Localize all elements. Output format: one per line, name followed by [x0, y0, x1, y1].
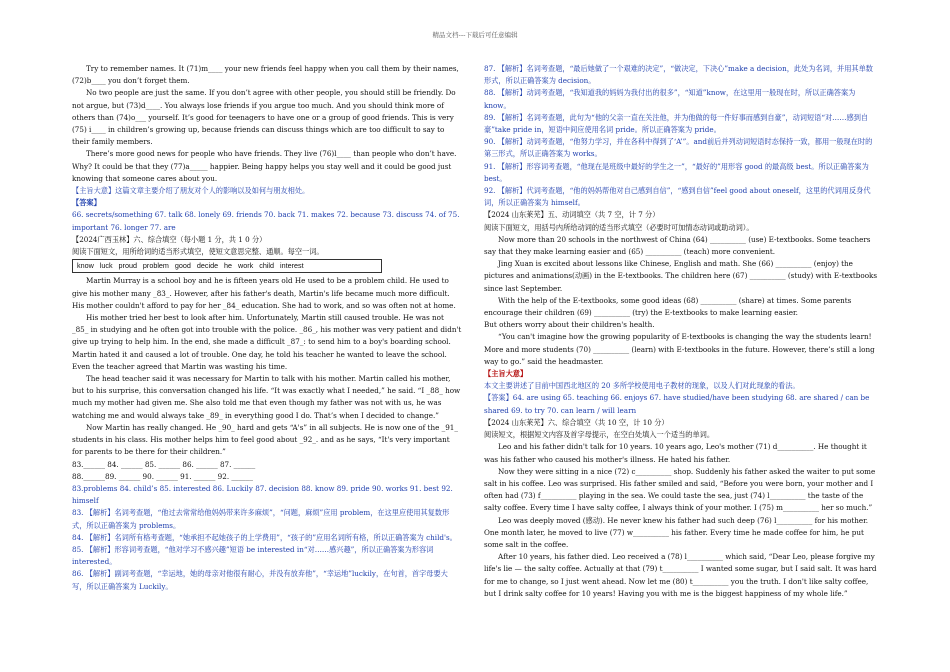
right-paragraph: But others worry about their children's health. [484, 320, 655, 330]
left-paragraph: 阅读下面短文，用所给词的适当形式填空，使短文意思完整、通顺。每空一词。 [72, 247, 324, 257]
right-paragraph: Now more than 20 schools in the northwest of China (64) __________ (use) E-textbooks. Some teachers say that they make learning easier and (65) __________ (teach) more convenient. [484, 234, 871, 257]
left-paragraph: Now Martin has really changed. He _90_ hard and gets “A's” in all subjects. He is now one of the _91_ students in his class. His mother helps him to feel good about _92_. and as he says, “It's very important for parents to be there for their children.” [72, 422, 458, 457]
left-paragraph: 86. 【解析】副词考查题，“幸运地，她的母亲对他很有耐心，并没有放弃他”，“幸运地”luckily，在句首，首字母要大写，所以正确答案为 Luckily。 [72, 569, 448, 591]
left-paragraph: 83.problems 84. child’s 85. interested 86. Luckily 87. decision 88. know 89. pride 90. works 91. best 92. himself [72, 483, 453, 506]
right-paragraph: 阅读下面短文，用括号内所给动词的适当形式填空（必要时可加情态动词或助动词）。 [484, 222, 754, 232]
right-paragraph: 92. 【解析】代词考查题，“他的妈妈帮他对自己感到自信”，“感到自信”feel good about oneself，这里的代词用反身代词，所以正确答案为 himself。 [484, 186, 871, 208]
left-paragraph: know luck proud problem good decide he work child interest [72, 259, 382, 273]
right-paragraph: Now they were sitting in a nice (72) c__________ shop. Suddenly his father asked the waiter to put some salt in his coffee. Leo was surprised. His father smiled and said, “Before you were born, your mother and I often had (73) f__________ playing in the sea. We could taste the sea, just (74) l__________ the taste of the salty coffee. Every time I have salty coffee, I always think of your mother. I (75) m__________ her so much.” [484, 466, 876, 513]
page-header: 精品文档---下载后可任意编辑 [432, 31, 518, 39]
left-paragraph: Martin Murray is a school boy and he is fifteen years old He used to be a problem child. He used to give his mother many _83_. However, after his father's death, Martin's life became much more difficult. His mother couldn't afford to pay for her _84_ education. She had to work, and so was often not at home. [72, 276, 456, 310]
right-paragraph: 【答案】64. are using 65. teaching 66. enjoys 67. have studied/have been studying 68. are shared / can be shared 69. to try 70. can learn / will learn [484, 393, 870, 415]
left-paragraph: 85. 【解析】形容词考查题，“他对学习不感兴趣”短语 be interested in“对……感兴趣”，所以正确答案为形容词 interested。 [72, 544, 434, 567]
right-paragraph: 本文主要讲述了目前中国西北地区的 20 多所学校使用电子教材的现象，以及人们对此现象的看法。 [484, 381, 800, 391]
left-paragraph: 【2024广西玉林】六、综合填空（每小题 1 分，共 1 0 分） [72, 234, 267, 244]
left-column [72, 63, 462, 593]
right-paragraph: 阅读短文，根据短文内容及首字母提示，在空白处填入一个适当的单词。 [484, 430, 715, 440]
right-paragraph: 89. 【解析】名词考查题，此句为“他的父亲一直在关注他，并为他做的每一件好事而感到自豪”，动词短语“对……感到自豪”take pride in，短语中间应使用名词 pride。所以正确答案为 pride。 [484, 112, 869, 135]
right-paragraph: 88. 【解析】动词考查题，“我知道我的妈妈为我付出的很多”，“知道”know，在这里用一般现在时，所以正确答案为 know。 [484, 88, 856, 110]
left-paragraph: 【主旨大意】这篇文章主要介绍了朋友对个人的影响以及如何与朋友相处。 [72, 186, 310, 196]
right-paragraph: 87. 【解析】名词考查题，“最后她做了一个艰难的决定”，“做决定，下决心”make a decision，此处为名词，并用其单数形式，所以正确答案为 decision。 [484, 64, 873, 86]
left-paragraph: 83. 【解析】名词考查题，“他过去常常给他妈妈带来许多麻烦”，“问题，麻烦”应用 problem，在这里应使用其复数形式，所以正确答案为 problems。 [72, 508, 450, 530]
left-paragraph: There’s more good news for people who have friends. They live (76)l____ than people who don’t have. Why? It could be that they (77)a_____ happier. Being happy helps you stay well and it could be good just knowing that someone cares about you. [72, 149, 457, 183]
right-paragraph: Jing Xuan is excited about lessons like Chinese, English and math. She (66) __________ (enjoy) the pictures and animations(动画) in the E-textbooks. The children here (67) __________ (study) with E-textbooks since last September. [484, 259, 878, 293]
right-paragraph: “You can't imagine how the growing popularity of E-textbooks is changing the way the students learn! More and more students (70) __________ (learn) with E-textbooks in the future. However, there’s still a long way to go.” said the headmaster. [484, 332, 875, 366]
left-paragraph: 【答案】 [72, 198, 101, 208]
right-paragraph: 91. 【解析】形容词考查题，“他现在是班级中最好的学生之一”，“最好的”用形容 good 的最高级 best。所以正确答案为 best。 [484, 161, 869, 183]
left-paragraph: 84. 【解析】名词所有格考查题，“她承担不起她孩子的上学费用”，“孩子的”应用名词所有格，所以正确答案为 child's。 [72, 532, 457, 542]
right-paragraph: 【2024 山东莱芜】五、动词填空（共 7 空，计 7 分） [484, 210, 660, 220]
right-paragraph: After 10 years, his father died. Leo received a (78) l__________ which said, “Dear Leo, please forgive my life's lie — the salty coffee. Actually at that (79) t__________ I wanted some sugar, but I said salt. It was hard for me to change, so I just went ahead. Now let me (80) t__________ you the truth. I don't like salty coffee, but I drink salty coffee for 10 years! Having you with me is the biggest happiness of my whole life.” [484, 552, 877, 598]
left-paragraph: No two people are just the same. If you don’t agree with other people, you should still be friendly. Do not argue, but (73)d____. You always lose friends if you argue too much. And you should think more of others than (74)o___ yourself. It’s good for teenagers to have one or a group of good friends. This is very (75) i____ in children’s growing up, because friends can discuss things which are too difficult to say to their family members. [72, 88, 456, 147]
right-paragraph: Leo was deeply moved (感动). He never knew his father had such deep (76) l__________ for his mother. One month later, he moved to live (77) w__________ his father. Every time he made coffee for him, he put some salt in the coffee. [484, 515, 869, 549]
right-paragraph: 【2024 山东莱芜】六、综合填空（共 10 空，计 10 分） [484, 417, 669, 427]
left-paragraph: Try to remember names. It (71)m____ your new friends feel happy when you call them by their names, (72)b____ you don’t forget them. [72, 64, 459, 86]
right-paragraph: 90. 【解析】动词考查题，“他努力学习，并在各科中得到了‘A’”。and前后并列动词短语时态保持一致，都用一般现在时的第三形式，所以正确答案为 works。 [484, 137, 873, 159]
right-paragraph: Leo and his father didn't talk for 10 years. 10 years ago, Leo's mother (71) d__________. He thought it was his father who caused his mother's illness. He hated his father. [484, 442, 867, 464]
right-paragraph: 【主旨大意】 [484, 369, 528, 379]
left-paragraph: 66. secrets/something 67. talk 68. lonely 69. friends 70. back 71. makes 72. because 73. discuss 74. of 75. important 76. longer 77. are [72, 210, 460, 232]
left-paragraph: The head teacher said it was necessary for Martin to talk with his mother. Martin called his mother, but to his surprise, this conversation changed his life. “It was exactly what I needed,” he said. “I _88_ how much my mother had given me. She also told me that even though my father was not with us, he was watching me and would always take _89_ in everything good I do. That’s when I decided to change.” [72, 374, 461, 420]
left-paragraph: His mother tried her best to look after him. Unfortunately, Martin still caused trouble. He was not _85_ in studying and he often got into trouble with the police. _86_, his mother was very patient and didn't give up trying to help him. In the end, she made a difficult _87_: to send him to a boy's boarding school. Martin hated it and caused a lot of trouble. One day, he told his teacher he wanted to leave the school. Even the teacher agreed that Martin was wasting his time. [72, 313, 462, 371]
left-paragraph: 88.______89. ______ 90. ______ 91. ______ 92. ______ [72, 471, 253, 481]
right-column [484, 63, 878, 600]
left-paragraph: 83.______ 84. ______ 85. ______ 86. ______ 87. ______ [72, 459, 256, 469]
right-paragraph: With the help of the E-textbooks, some good ideas (68) __________ (share) at times. Some parents encourage their children (69) __________ (try) the E-textbooks to make learning easier. [484, 295, 852, 318]
